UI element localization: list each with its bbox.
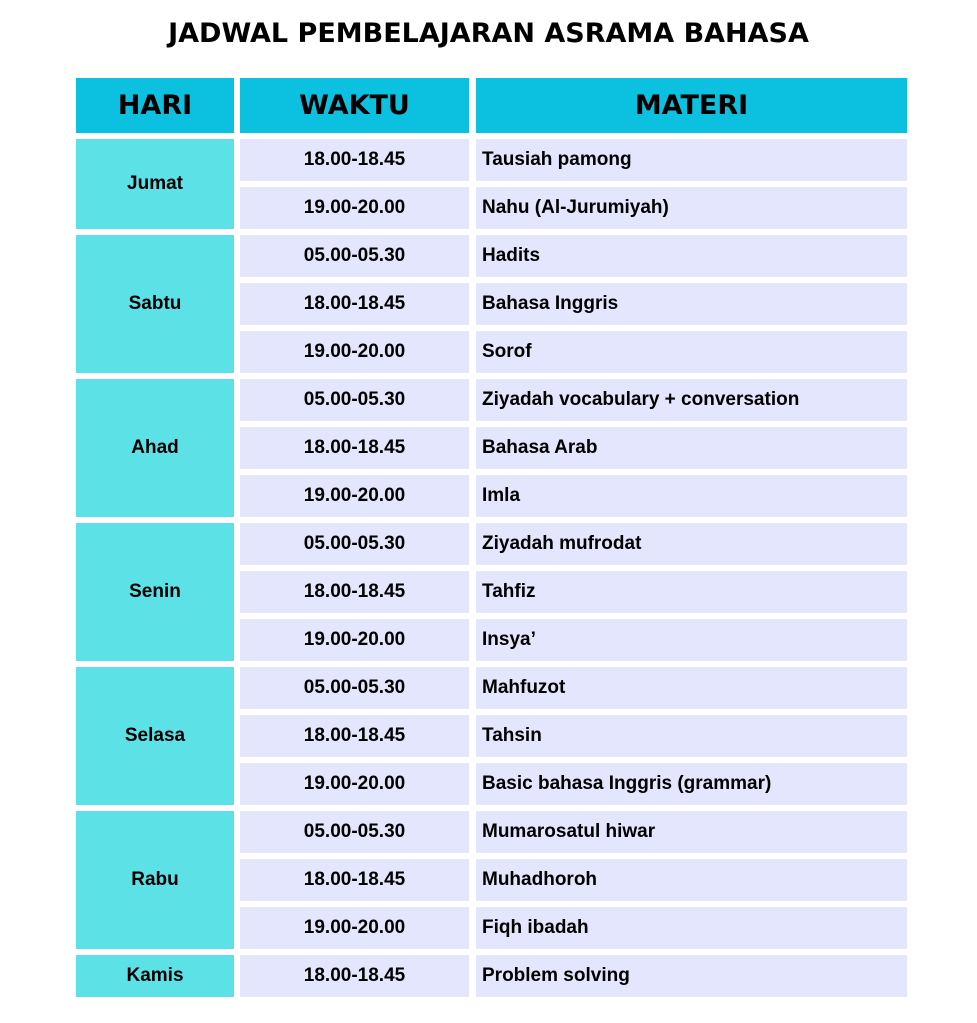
subject-cell: Ziyadah mufrodat: [476, 523, 907, 565]
day-cell: Selasa: [76, 667, 234, 805]
time-cell: 18.00-18.45: [240, 955, 469, 997]
time-cell: 19.00-20.00: [240, 187, 469, 229]
day-cell: Senin: [76, 523, 234, 661]
subject-cell: Problem solving: [476, 955, 907, 997]
time-cell: 19.00-20.00: [240, 763, 469, 805]
time-cell: 18.00-18.45: [240, 427, 469, 469]
time-cell: 05.00-05.30: [240, 811, 469, 853]
subject-cell: Sorof: [476, 331, 907, 373]
day-cell: Ahad: [76, 379, 234, 517]
time-cell: 18.00-18.45: [240, 571, 469, 613]
day-cell: Sabtu: [76, 235, 234, 373]
header-day: HARI: [76, 78, 234, 133]
time-cell: 19.00-20.00: [240, 475, 469, 517]
time-cell: 18.00-18.45: [240, 715, 469, 757]
time-cell: 05.00-05.30: [240, 379, 469, 421]
time-cell: 19.00-20.00: [240, 331, 469, 373]
time-cell: 18.00-18.45: [240, 139, 469, 181]
day-cell: Jumat: [76, 139, 234, 229]
subject-cell: Insya’: [476, 619, 907, 661]
subject-cell: Nahu (Al-Jurumiyah): [476, 187, 907, 229]
subject-cell: Ziyadah vocabulary + conversation: [476, 379, 907, 421]
time-cell: 05.00-05.30: [240, 523, 469, 565]
subject-cell: Hadits: [476, 235, 907, 277]
time-cell: 18.00-18.45: [240, 859, 469, 901]
header-time: WAKTU: [240, 78, 469, 133]
subject-cell: Mahfuzot: [476, 667, 907, 709]
subject-cell: Bahasa Inggris: [476, 283, 907, 325]
header-subject: MATERI: [476, 78, 907, 133]
time-cell: 19.00-20.00: [240, 619, 469, 661]
subject-cell: Fiqh ibadah: [476, 907, 907, 949]
subject-cell: Tausiah pamong: [476, 139, 907, 181]
time-cell: 05.00-05.30: [240, 667, 469, 709]
subject-cell: Tahsin: [476, 715, 907, 757]
day-cell: Rabu: [76, 811, 234, 949]
page-title: JADWAL PEMBELAJARAN ASRAMA BAHASA: [168, 18, 809, 49]
subject-cell: Tahfiz: [476, 571, 907, 613]
day-cell: Kamis: [76, 955, 234, 997]
subject-cell: Muhadhoroh: [476, 859, 907, 901]
time-cell: 05.00-05.30: [240, 235, 469, 277]
subject-cell: Imla: [476, 475, 907, 517]
subject-cell: Basic bahasa Inggris (grammar): [476, 763, 907, 805]
time-cell: 19.00-20.00: [240, 907, 469, 949]
subject-cell: Mumarosatul hiwar: [476, 811, 907, 853]
time-cell: 18.00-18.45: [240, 283, 469, 325]
subject-cell: Bahasa Arab: [476, 427, 907, 469]
